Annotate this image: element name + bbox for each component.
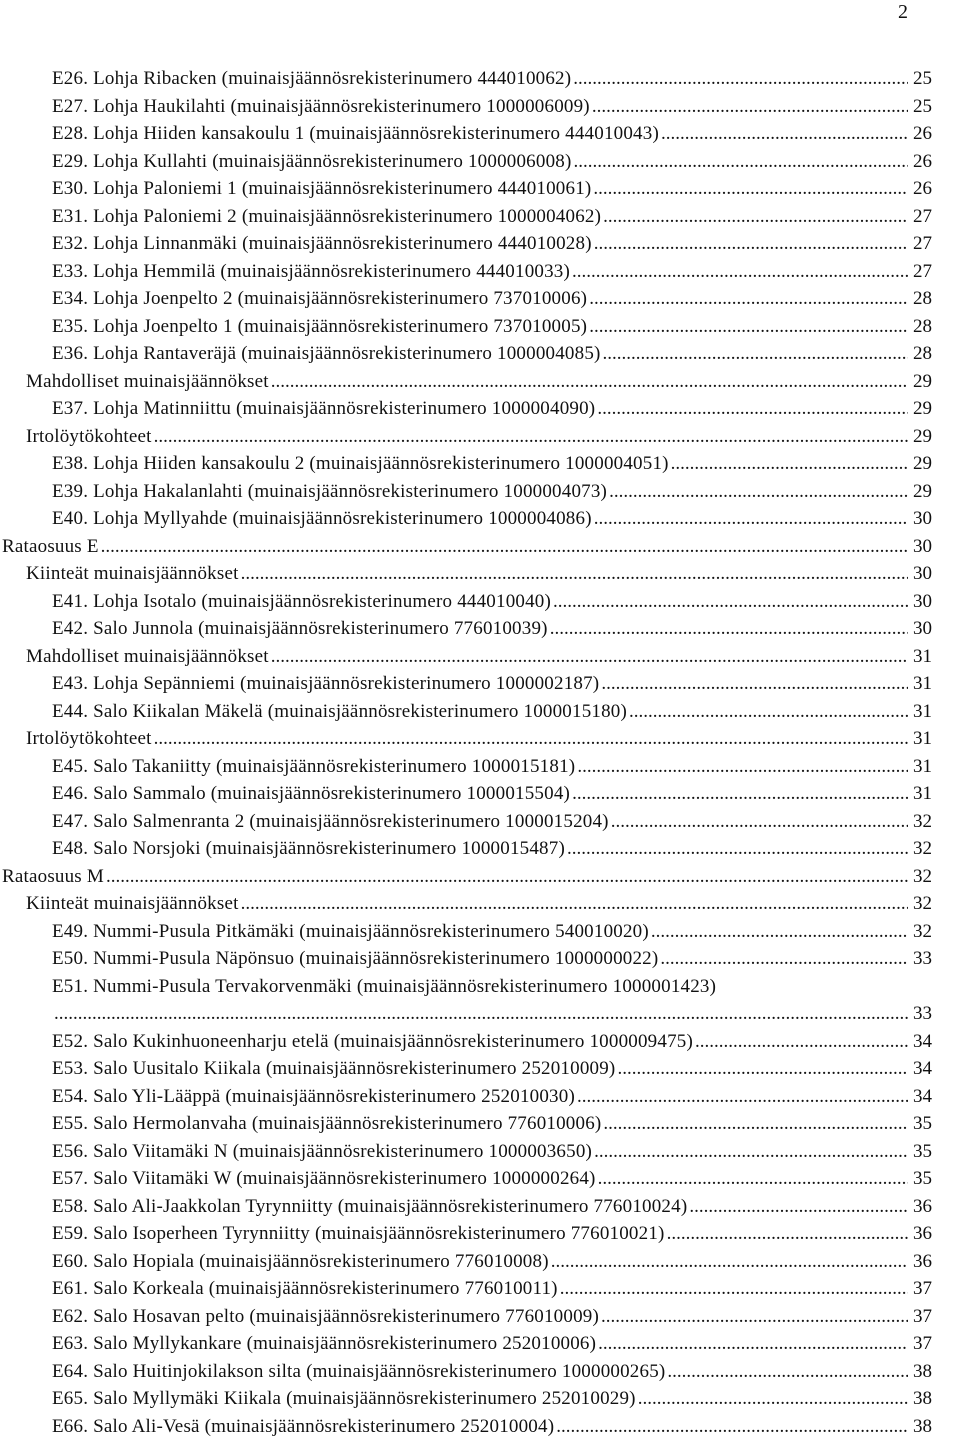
toc-entry[interactable] xyxy=(0,313,960,341)
toc-entry-page: 34 xyxy=(910,1083,932,1111)
toc-entry-page: 38 xyxy=(910,1413,932,1440)
toc-entry[interactable] xyxy=(0,890,960,918)
page-number: 2 xyxy=(898,0,908,24)
toc-entry-page: 37 xyxy=(910,1330,932,1358)
toc-entry[interactable] xyxy=(0,753,960,781)
toc-entry-title: E46. Salo Sammalo (muinaisjäännösrekisterinumero 1000015504) xyxy=(52,780,570,808)
toc-entry-title: Mahdolliset muinaisjäännökset xyxy=(26,643,269,671)
toc-entry[interactable] xyxy=(0,615,960,643)
toc-entry-title: E36. Lohja Rantaveräjä (muinaisjäännösrekisterinumero 1000004085) xyxy=(52,340,601,368)
toc-entry-title: E38. Lohja Hiiden kansakoulu 2 (muinaisjäännösrekisterinumero 1000004051) xyxy=(52,450,669,478)
dot-leader xyxy=(594,230,908,258)
toc-entry-page: 32 xyxy=(910,808,932,836)
dot-leader xyxy=(550,615,908,643)
dot-leader xyxy=(651,918,908,946)
toc-entry-page: 31 xyxy=(910,643,932,671)
toc-entry-page: 34 xyxy=(910,1028,932,1056)
toc-entry-page: 36 xyxy=(910,1193,932,1221)
toc-entry[interactable] xyxy=(0,725,960,753)
toc-entry[interactable] xyxy=(0,1165,960,1193)
toc-entry-title: E34. Lohja Joenpelto 2 (muinaisjäännösrekisterinumero 737010006) xyxy=(52,285,587,313)
toc-entry-title: E37. Lohja Matinniittu (muinaisjäännösrekisterinumero 1000004090) xyxy=(52,395,595,423)
toc-entry-title: E28. Lohja Hiiden kansakoulu 1 (muinaisjäännösrekisterinumero 444010043) xyxy=(52,120,659,148)
toc-entry[interactable] xyxy=(0,670,960,698)
toc-entry-title: Kiinteät muinaisjäännökset xyxy=(26,890,239,918)
dot-leader xyxy=(553,588,908,616)
toc-entry[interactable] xyxy=(0,973,960,1001)
dot-leader xyxy=(689,1193,908,1221)
toc-entry-title: E64. Salo Huitinjokilakson silta (muinaisjäännösrekisterinumero 1000000265) xyxy=(52,1358,665,1386)
toc-entry[interactable] xyxy=(0,1055,960,1083)
toc-entry[interactable] xyxy=(0,835,960,863)
toc-entry-page: 26 xyxy=(910,120,932,148)
toc-entry-title: E39. Lohja Hakalanlahti (muinaisjäännösrekisterinumero 1000004073) xyxy=(52,478,607,506)
toc-entry-title: Kiinteät muinaisjäännökset xyxy=(26,560,239,588)
dot-leader xyxy=(598,1165,908,1193)
dot-leader xyxy=(603,203,908,231)
dot-leader xyxy=(667,1220,908,1248)
toc-entry-page: 31 xyxy=(910,780,932,808)
toc-entry-title: E58. Salo Ali-Jaakkolan Tyrynniitty (muinaisjäännösrekisterinumero 776010024) xyxy=(52,1193,687,1221)
toc-entry[interactable] xyxy=(0,643,960,671)
toc-entry-title: E57. Salo Viitamäki W (muinaisjäännösrekisterinumero 1000000264) xyxy=(52,1165,596,1193)
dot-leader xyxy=(660,945,908,973)
toc-entry-page: 30 xyxy=(910,505,932,533)
toc-entry-page: 28 xyxy=(910,340,932,368)
toc-entry-page: 33 xyxy=(910,1000,932,1028)
toc-entry-title: E49. Nummi-Pusula Pitkämäki (muinaisjäännösrekisterinumero 540010020) xyxy=(52,918,649,946)
toc-entry-page: 32 xyxy=(910,918,932,946)
dot-leader xyxy=(598,1330,908,1358)
toc-entry-page: 29 xyxy=(910,423,932,451)
toc-entry-page: 31 xyxy=(910,753,932,781)
dot-leader xyxy=(593,175,908,203)
dot-leader xyxy=(106,863,908,891)
dot-leader xyxy=(241,890,908,918)
toc-entry-page: 38 xyxy=(910,1358,932,1386)
toc-entry-title: E65. Salo Myllymäki Kiikala (muinaisjäännösrekisterinumero 252010029) xyxy=(52,1385,636,1413)
toc-entry-title: E45. Salo Takaniitty (muinaisjäännösrekisterinumero 1000015181) xyxy=(52,753,575,781)
toc-entry[interactable] xyxy=(0,1193,960,1221)
dot-leader xyxy=(611,808,908,836)
toc-entry-page: 35 xyxy=(910,1138,932,1166)
toc-entry-page: 32 xyxy=(910,835,932,863)
toc-entry-page: 31 xyxy=(910,670,932,698)
toc-entry-page: 35 xyxy=(910,1110,932,1138)
toc-entry-page: 29 xyxy=(910,478,932,506)
toc-entry-page: 30 xyxy=(910,588,932,616)
dot-leader xyxy=(577,1083,908,1111)
dot-leader xyxy=(629,698,908,726)
dot-leader xyxy=(617,1055,908,1083)
toc-entry-page: 29 xyxy=(910,395,932,423)
toc-entry[interactable] xyxy=(0,1275,960,1303)
toc-entry-title: E43. Lohja Sepänniemi (muinaisjäännösrekisterinumero 1000002187) xyxy=(52,670,599,698)
dot-leader xyxy=(573,65,908,93)
toc-entry-title: E32. Lohja Linnanmäki (muinaisjäännösrekisterinumero 444010028) xyxy=(52,230,592,258)
toc-entry-title: Rataosuus E xyxy=(2,533,99,561)
toc-entry[interactable] xyxy=(0,423,960,451)
toc-entry-title: E26. Lohja Ribacken (muinaisjäännösrekisterinumero 444010062) xyxy=(52,65,571,93)
toc-entry[interactable] xyxy=(0,1385,960,1413)
toc-entry-page: 33 xyxy=(910,945,932,973)
dot-leader xyxy=(551,1248,908,1276)
toc-entry-page: 30 xyxy=(910,615,932,643)
toc-entry-title: E50. Nummi-Pusula Näpönsuo (muinaisjäännösrekisterinumero 1000000022) xyxy=(52,945,658,973)
toc-entry[interactable] xyxy=(0,808,960,836)
toc-entry[interactable] xyxy=(0,1028,960,1056)
toc-entry-title: E44. Salo Kiikalan Mäkelä (muinaisjäännösrekisterinumero 1000015180) xyxy=(52,698,627,726)
toc-entry-page: 25 xyxy=(910,65,932,93)
dot-leader xyxy=(574,148,909,176)
toc-entry-title: E31. Lohja Paloniemi 2 (muinaisjäännösrekisterinumero 1000004062) xyxy=(52,203,601,231)
dot-leader xyxy=(594,1138,908,1166)
toc-entry-title: E33. Lohja Hemmilä (muinaisjäännösrekisterinumero 444010033) xyxy=(52,258,570,286)
toc-entry[interactable] xyxy=(0,120,960,148)
toc-entry-page: 38 xyxy=(910,1385,932,1413)
toc-entry-title: E59. Salo Isoperheen Tyrynniitty (muinaisjäännösrekisterinumero 776010021) xyxy=(52,1220,665,1248)
dot-leader xyxy=(101,533,908,561)
toc-entry-title: E27. Lohja Haukilahti (muinaisjäännösrekisterinumero 1000006009) xyxy=(52,93,590,121)
toc-entry-page: 29 xyxy=(910,368,932,396)
dot-leader xyxy=(271,643,908,671)
dot-leader xyxy=(597,395,908,423)
dot-leader xyxy=(603,1110,908,1138)
dot-leader xyxy=(589,313,908,341)
toc-entry[interactable] xyxy=(0,1248,960,1276)
toc-entry-page: 27 xyxy=(910,203,932,231)
toc-entry-title: E48. Salo Norsjoki (muinaisjäännösrekisterinumero 1000015487) xyxy=(52,835,565,863)
dot-leader xyxy=(572,258,908,286)
dot-leader xyxy=(560,1275,908,1303)
toc-entry-title: E40. Lohja Myllyahde (muinaisjäännösrekisterinumero 1000004086) xyxy=(52,505,592,533)
toc-entry-page: 36 xyxy=(910,1248,932,1276)
dot-leader xyxy=(241,560,908,588)
toc-entry-title: E66. Salo Ali-Vesä (muinaisjäännösrekisterinumero 252010004) xyxy=(52,1413,554,1440)
toc-entry-page: 32 xyxy=(910,863,932,891)
toc-entry[interactable] xyxy=(0,1330,960,1358)
toc-entry-page: 31 xyxy=(910,698,932,726)
toc-entry-page: 29 xyxy=(910,450,932,478)
dot-leader xyxy=(661,120,908,148)
dot-leader xyxy=(572,780,908,808)
toc-entry-page: 27 xyxy=(910,258,932,286)
toc-entry-title: E42. Salo Junnola (muinaisjäännösrekisterinumero 776010039) xyxy=(52,615,548,643)
toc-entry[interactable] xyxy=(0,1083,960,1111)
toc-entry-title: E62. Salo Hosavan pelto (muinaisjäännösrekisterinumero 776010009) xyxy=(52,1303,599,1331)
toc-entry[interactable] xyxy=(0,1303,960,1331)
dot-leader xyxy=(577,753,908,781)
toc-entry-title: E56. Salo Viitamäki N (muinaisjäännösrekisterinumero 1000003650) xyxy=(52,1138,592,1166)
toc-entry-title: Irtolöytökohteet xyxy=(26,725,152,753)
toc-entry-page: 28 xyxy=(910,285,932,313)
toc-entry[interactable] xyxy=(0,1358,960,1386)
toc-entry-page: 36 xyxy=(910,1220,932,1248)
table-of-contents xyxy=(0,65,960,1440)
toc-entry[interactable] xyxy=(0,450,960,478)
toc-entry-page: 30 xyxy=(910,533,932,561)
toc-entry[interactable] xyxy=(0,65,960,93)
dot-leader xyxy=(567,835,908,863)
toc-entry-title: E35. Lohja Joenpelto 1 (muinaisjäännösrekisterinumero 737010005) xyxy=(52,313,587,341)
toc-entry[interactable] xyxy=(0,588,960,616)
toc-entry-page: 25 xyxy=(910,93,932,121)
toc-entry-title: E41. Lohja Isotalo (muinaisjäännösrekisterinumero 444010040) xyxy=(52,588,551,616)
dot-leader xyxy=(671,450,908,478)
toc-entry-title: E53. Salo Uusitalo Kiikala (muinaisjäännösrekisterinumero 252010009) xyxy=(52,1055,615,1083)
toc-entry[interactable] xyxy=(0,780,960,808)
dot-leader xyxy=(154,423,908,451)
toc-entry[interactable] xyxy=(0,230,960,258)
toc-entry[interactable] xyxy=(0,175,960,203)
toc-entry[interactable] xyxy=(0,258,960,286)
toc-entry-title: E60. Salo Hopiala (muinaisjäännösrekisterinumero 776010008) xyxy=(52,1248,549,1276)
toc-entry-page: 26 xyxy=(910,175,932,203)
toc-entry-page: 35 xyxy=(910,1165,932,1193)
toc-entry[interactable] xyxy=(0,863,960,891)
dot-leader xyxy=(271,368,908,396)
toc-entry-page: 31 xyxy=(910,725,932,753)
dot-leader xyxy=(638,1385,908,1413)
toc-entry[interactable] xyxy=(0,1110,960,1138)
toc-entry-page: 30 xyxy=(910,560,932,588)
toc-entry[interactable] xyxy=(0,285,960,313)
dot-leader xyxy=(54,1000,908,1028)
toc-entry-page: 27 xyxy=(910,230,932,258)
toc-entry-title: Mahdolliset muinaisjäännökset xyxy=(26,368,269,396)
dot-leader xyxy=(592,93,908,121)
toc-entry-title: E47. Salo Salmenranta 2 (muinaisjäännösrekisterinumero 1000015204) xyxy=(52,808,609,836)
toc-entry[interactable] xyxy=(0,560,960,588)
toc-entry[interactable] xyxy=(0,395,960,423)
dot-leader xyxy=(589,285,908,313)
toc-entry-title: E51. Nummi-Pusula Tervakorvenmäki (muinaisjäännösrekisterinumero 1000001423) xyxy=(52,973,716,1001)
toc-entry-continuation[interactable] xyxy=(0,1000,960,1028)
toc-entry-page: 37 xyxy=(910,1275,932,1303)
toc-entry[interactable] xyxy=(0,340,960,368)
dot-leader xyxy=(601,670,908,698)
toc-entry-title: E61. Salo Korkeala (muinaisjäännösrekisterinumero 776010011) xyxy=(52,1275,558,1303)
dot-leader xyxy=(695,1028,908,1056)
toc-entry-title: E63. Salo Myllykankare (muinaisjäännösrekisterinumero 252010006) xyxy=(52,1330,596,1358)
dot-leader xyxy=(594,505,908,533)
toc-entry[interactable] xyxy=(0,368,960,396)
dot-leader xyxy=(154,725,908,753)
toc-entry[interactable] xyxy=(0,1220,960,1248)
toc-entry-page: 34 xyxy=(910,1055,932,1083)
toc-entry-title: E52. Salo Kukinhuoneenharju etelä (muinaisjäännösrekisterinumero 1000009475) xyxy=(52,1028,693,1056)
dot-leader xyxy=(601,1303,908,1331)
dot-leader xyxy=(603,340,908,368)
toc-entry-title: E55. Salo Hermolanvaha (muinaisjäännösrekisterinumero 776010006) xyxy=(52,1110,601,1138)
dot-leader xyxy=(609,478,908,506)
toc-entry[interactable] xyxy=(0,93,960,121)
toc-entry-title: E29. Lohja Kullahti (muinaisjäännösrekisterinumero 1000006008) xyxy=(52,148,572,176)
toc-entry[interactable] xyxy=(0,148,960,176)
toc-entry-title: Irtolöytökohteet xyxy=(26,423,152,451)
toc-entry[interactable] xyxy=(0,203,960,231)
toc-entry-page: 37 xyxy=(910,1303,932,1331)
toc-entry-title: E54. Salo Yli-Lääppä (muinaisjäännösrekisterinumero 252010030) xyxy=(52,1083,575,1111)
toc-entry-page: 28 xyxy=(910,313,932,341)
toc-entry[interactable] xyxy=(0,918,960,946)
dot-leader xyxy=(667,1358,908,1386)
toc-entry-title: Rataosuus M xyxy=(2,863,104,891)
toc-entry[interactable] xyxy=(0,478,960,506)
toc-entry[interactable] xyxy=(0,698,960,726)
toc-entry[interactable] xyxy=(0,945,960,973)
toc-entry[interactable] xyxy=(0,533,960,561)
toc-entry[interactable] xyxy=(0,505,960,533)
toc-entry[interactable] xyxy=(0,1138,960,1166)
toc-entry-title: E30. Lohja Paloniemi 1 (muinaisjäännösrekisterinumero 444010061) xyxy=(52,175,591,203)
toc-entry-page: 32 xyxy=(910,890,932,918)
toc-entry-page: 26 xyxy=(910,148,932,176)
